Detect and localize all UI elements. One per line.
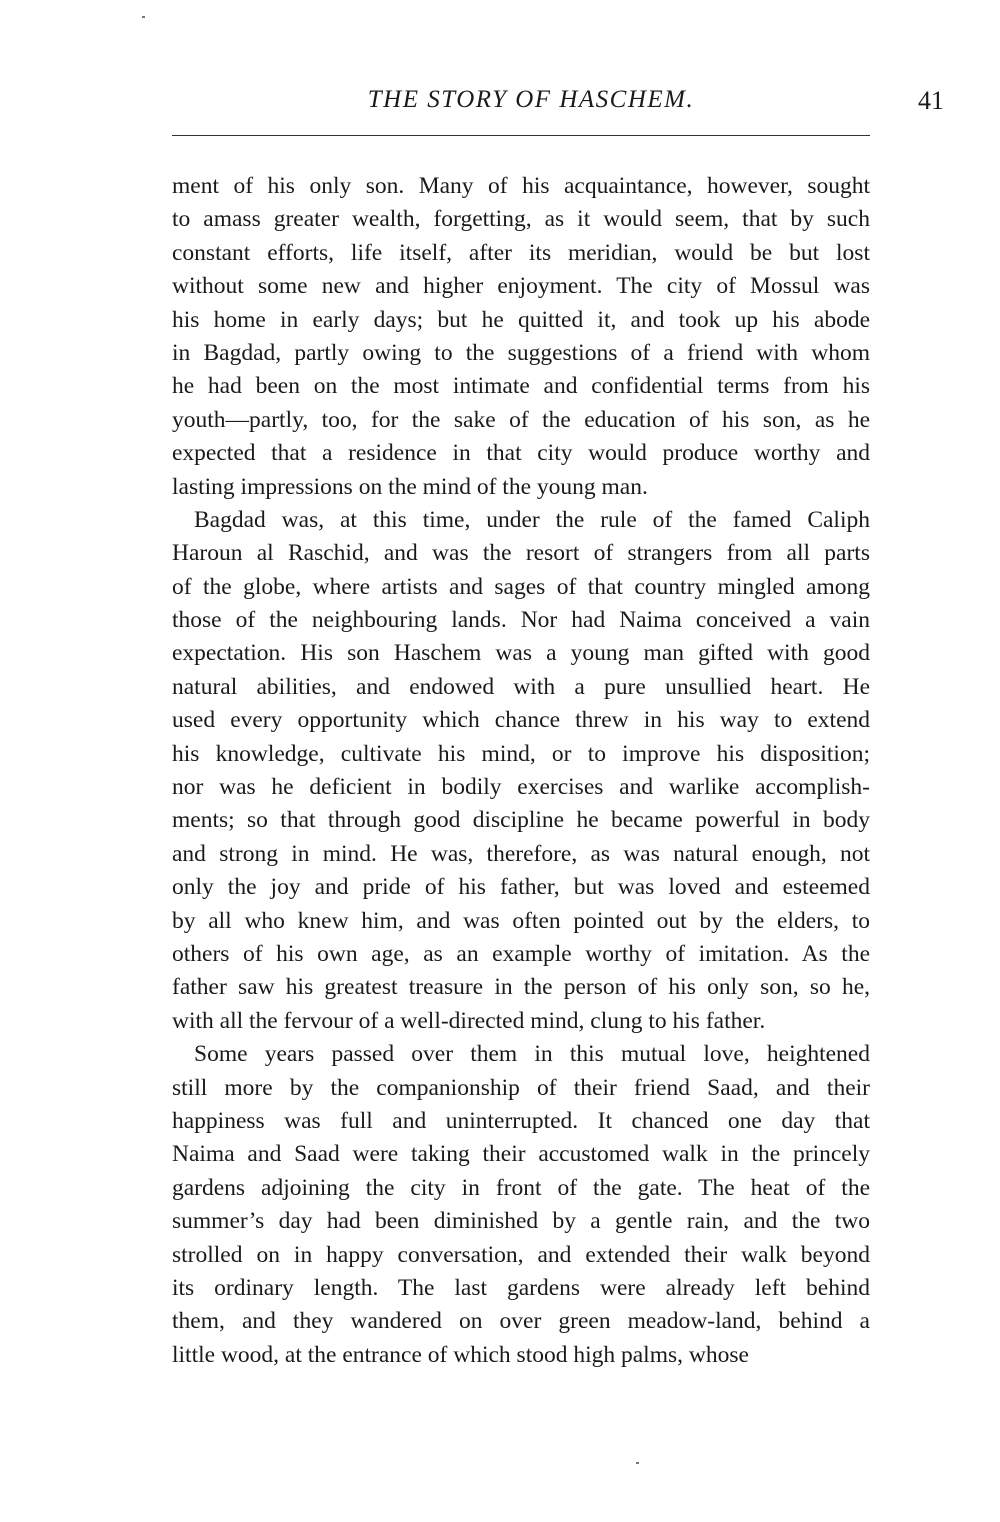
text-line: summer’s day had been diminished by a gentle rain, and the two (172, 1208, 870, 1235)
text-line: little wood, at the entrance of which stood high palms, whose (172, 1341, 749, 1368)
text-line: natural abilities, and endowed with a pure unsullied heart. He (172, 673, 870, 700)
text-line: youth—partly, too, for the sake of the education of his son, as he (172, 406, 870, 433)
body-text (172, 170, 870, 1372)
text-line: happiness was full and uninterrupted. It chanced one day that (172, 1107, 870, 1134)
text-line: of the globe, where artists and sages of that country mingled among (172, 573, 870, 600)
text-line: Haroun al Raschid, and was the resort of strangers from all parts (172, 540, 870, 567)
text-line: without some new and higher enjoyment. The city of Mossul was (172, 273, 870, 300)
scan-speck (636, 1462, 639, 1464)
text-line: still more by the companionship of their friend Saad, and their (172, 1074, 870, 1101)
text-line: ments; so that through good discipline he became powerful in body (172, 807, 870, 834)
text-line: Naima and Saad were taking their accustomed walk in the princely (172, 1141, 870, 1168)
text-line: he had been on the most intimate and confidential terms from his (172, 373, 870, 400)
text-line: Bagdad was, at this time, under the rule of the famed Caliph (194, 506, 870, 533)
text-line: father saw his greatest treasure in the person of his only son, so he, (172, 974, 870, 1001)
text-line: gardens adjoining the city in front of the gate. The heat of the (172, 1174, 870, 1201)
text-line: its ordinary length. The last gardens were already left behind (172, 1274, 870, 1301)
text-line: and strong in mind. He was, therefore, as was natural enough, not (172, 840, 870, 867)
text-line: nor was he deficient in bodily exercises and warlike accomplish- (172, 774, 870, 801)
header-rule (172, 135, 870, 136)
text-line: lasting impressions on the mind of the young man. (172, 473, 648, 500)
text-line: those of the neighbouring lands. Nor had Naima conceived a vain (172, 607, 870, 634)
text-line: with all the fervour of a well-directed mind, clung to his father. (172, 1007, 766, 1034)
text-line: expected that a residence in that city would produce worthy and (172, 440, 870, 467)
text-line: expectation. His son Haschem was a young man gifted with good (172, 640, 870, 667)
text-line: ment of his only son. Many of his acquaintance, however, sought (172, 173, 870, 199)
text-line: to amass greater wealth, forgetting, as it would seem, that by such (172, 206, 870, 233)
running-title: THE STORY OF HASCHEM. (367, 86, 695, 113)
text-line: strolled on in happy conversation, and extended their walk beyond (172, 1241, 870, 1268)
text-line: constant efforts, life itself, after its meridian, would be but lost (172, 239, 870, 266)
text-line: them, and they wandered on over green meadow-land, behind a (172, 1308, 870, 1335)
text-line: only the joy and pride of his father, but was loved and esteemed (172, 874, 870, 901)
text-line: by all who knew him, and was often pointed out by the elders, to (172, 907, 870, 934)
page-number: 41 (918, 86, 944, 115)
text-line: in Bagdad, partly owing to the suggestions of a friend with whom (172, 339, 870, 366)
scan-speck (142, 16, 145, 18)
text-line: his knowledge, cultivate his mind, or to improve his disposition; (172, 740, 870, 767)
text-line: used every opportunity which chance threw in his way to extend (172, 707, 870, 734)
text-line: Some years passed over them in this mutual love, heightened (194, 1041, 870, 1068)
text-line: others of his own age, as an example worthy of imitation. As the (172, 940, 870, 967)
text-line: his home in early days; but he quitted it, and took up his abode (172, 306, 870, 333)
